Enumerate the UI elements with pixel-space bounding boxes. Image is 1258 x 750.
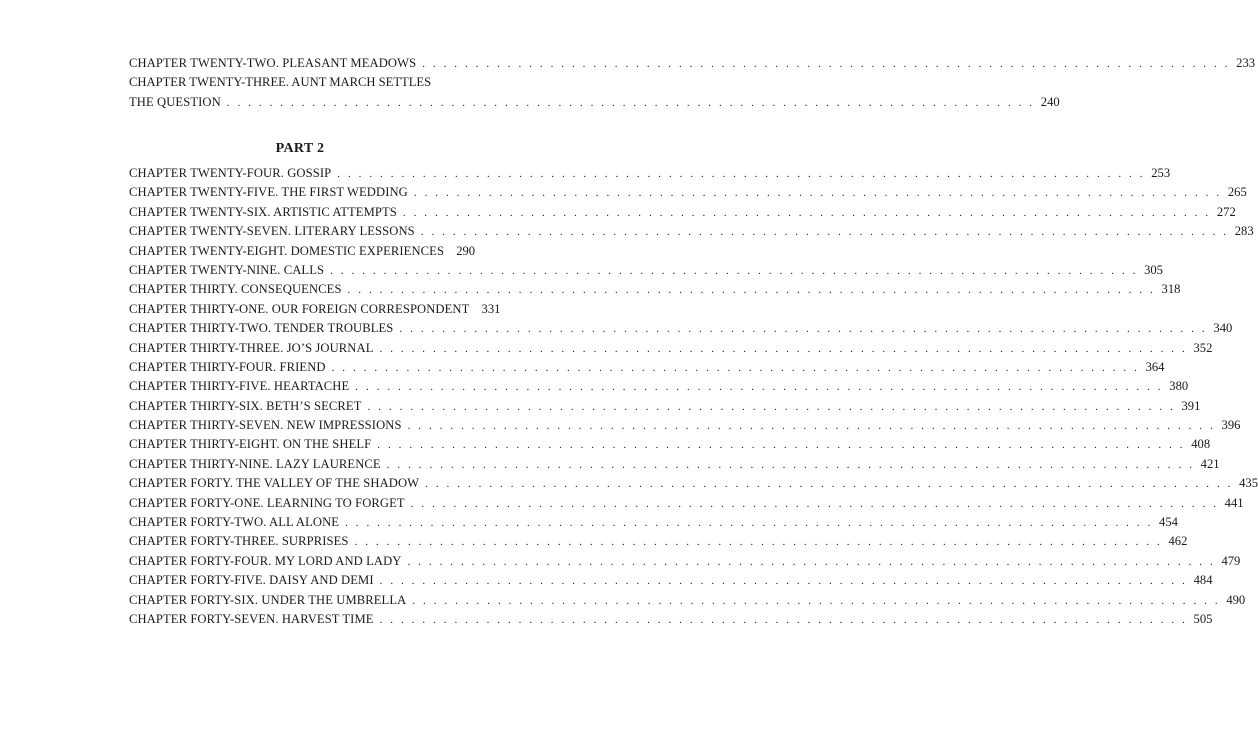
toc-entry[interactable] <box>129 358 1165 377</box>
toc-leader-dots <box>368 398 1176 417</box>
toc-leader-dots <box>377 436 1185 455</box>
toc-entry-title: CHAPTER FORTY-FIVE. DAISY AND DEMI <box>129 573 374 588</box>
toc-entry-title: CHAPTER FORTY-THREE. SURPRISES <box>129 534 349 549</box>
toc-leader-dots <box>399 320 1207 339</box>
toc-entry-title: CHAPTER FORTY-ONE. LEARNING TO FORGET <box>129 495 405 510</box>
toc-entry-title: CHAPTER THIRTY-FOUR. FRIEND <box>129 359 326 374</box>
toc-leader-dots <box>337 165 1145 184</box>
toc-entry[interactable] <box>129 242 476 261</box>
toc-entry-title: CHAPTER THIRTY-NINE. LAZY LAURENCE <box>129 456 381 471</box>
toc-entry-title: CHAPTER THIRTY-EIGHT. ON THE SHELF <box>129 437 372 452</box>
toc-entry-title: CHAPTER TWENTY-FOUR. GOSSIP <box>129 166 332 180</box>
toc-entry-title: CHAPTER THIRTY-TWO. TENDER TROUBLES <box>129 321 394 336</box>
toc-entry-page: 253 <box>1151 166 1171 180</box>
part-heading: PART 2 <box>275 141 325 156</box>
toc-leader-dots <box>414 184 1222 203</box>
toc-entry-page: 283 <box>1234 224 1254 239</box>
toc-entry-page: 435 <box>1239 476 1258 491</box>
toc-leader-dots <box>412 592 1220 611</box>
toc-entry-page: 380 <box>1169 379 1189 394</box>
toc-entry-title: CHAPTER FORTY-FOUR. MY LORD AND LADY <box>129 553 402 568</box>
toc-leader-dots <box>411 495 1219 514</box>
toc-leader-dots <box>380 572 1188 591</box>
toc-part-1-tail <box>129 54 1256 112</box>
toc-entry[interactable] <box>129 300 501 319</box>
toc-leader-dots <box>355 533 1163 552</box>
toc-entry[interactable] <box>129 280 1181 299</box>
toc-entry-page: 352 <box>1193 340 1213 355</box>
toc-entry-title: CHAPTER TWENTY-EIGHT. DOMESTIC EXPERIENCES <box>129 243 445 258</box>
toc-entry-title: CHAPTER FORTY. THE VALLEY OF THE SHADOW <box>129 476 420 491</box>
toc-entry-page: 265 <box>1227 185 1247 200</box>
toc-entry-page: 340 <box>1213 321 1233 336</box>
toc-entry-title: CHAPTER THIRTY-SIX. BETH’S SECRET <box>129 398 362 413</box>
toc-entry-page: 408 <box>1191 437 1211 452</box>
toc-leader-dots <box>403 204 1211 223</box>
toc-entry[interactable] <box>129 54 1256 73</box>
toc-entry[interactable] <box>129 319 1233 338</box>
toc-entry-title: CHAPTER FORTY-TWO. ALL ALONE <box>129 515 340 530</box>
toc-entry-page: 240 <box>1040 94 1060 109</box>
toc-entry-title: CHAPTER TWENTY-FIVE. THE FIRST WEDDING <box>129 185 408 200</box>
toc-entry-title: CHAPTER FORTY-SIX. UNDER THE UMBRELLA <box>129 592 407 607</box>
toc-entry[interactable] <box>129 183 1247 202</box>
toc-leader-dots <box>355 378 1163 397</box>
toc-entry-page: 454 <box>1159 515 1178 530</box>
toc-part-2-list <box>129 164 1258 629</box>
toc-leader-dots <box>380 611 1188 630</box>
toc-entry[interactable] <box>129 435 1211 454</box>
toc-entry[interactable] <box>129 571 1213 590</box>
toc-entry-title: THE QUESTION <box>129 94 221 109</box>
toc-entry-page: 421 <box>1200 456 1220 471</box>
toc-entry[interactable] <box>129 397 1201 416</box>
toc-entry-title: CHAPTER TWENTY-SEVEN. LITERARY LESSONS <box>129 224 415 239</box>
toc-entry[interactable] <box>129 455 1220 474</box>
toc-entry[interactable] <box>129 261 1163 280</box>
toc-entry-page: 290 <box>456 243 476 258</box>
toc-entry-title: CHAPTER THIRTY-SEVEN. NEW IMPRESSIONS <box>129 418 402 433</box>
toc-entry-page: 272 <box>1216 204 1236 219</box>
toc-entry-page: 233 <box>1236 56 1256 70</box>
toc-entry[interactable] <box>129 552 1241 571</box>
toc-entry-page: 462 <box>1168 534 1188 549</box>
toc-entry-page: 484 <box>1193 573 1213 588</box>
toc-leader-dots <box>387 456 1195 475</box>
toc-entry-page: 391 <box>1181 398 1201 413</box>
toc-leader-dots <box>332 359 1140 378</box>
toc-entry[interactable] <box>129 494 1244 513</box>
toc-leader-dots <box>422 55 1230 74</box>
toc-entry-page: 441 <box>1224 495 1244 510</box>
toc-entry[interactable] <box>129 610 1213 629</box>
toc-entry-title: CHAPTER THIRTY-FIVE. HEARTACHE <box>129 379 350 394</box>
toc-entry-title: CHAPTER FORTY-SEVEN. HARVEST TIME <box>129 611 374 626</box>
toc-entry[interactable] <box>129 339 1213 358</box>
toc-entry-page: 479 <box>1221 553 1241 568</box>
toc-entry-title: CHAPTER THIRTY. CONSEQUENCES <box>129 282 342 297</box>
toc-entry-page: 305 <box>1144 262 1163 277</box>
toc-entry-page: 331 <box>481 301 501 316</box>
toc-leader-dots <box>408 417 1216 436</box>
toc-entry[interactable] <box>129 474 1258 493</box>
toc-leader-dots <box>380 340 1188 359</box>
toc-leader-dots <box>421 223 1229 242</box>
toc-entry[interactable] <box>129 203 1236 222</box>
toc-entry[interactable] <box>129 416 1241 435</box>
toc-entry[interactable] <box>129 513 1178 532</box>
toc-leader-dots <box>348 281 1156 300</box>
toc-entry-page: 396 <box>1221 418 1241 433</box>
toc-leader-dots <box>227 94 1035 113</box>
toc-entry[interactable] <box>129 532 1188 551</box>
toc-leader-dots <box>345 514 1153 533</box>
toc-entry[interactable] <box>129 377 1189 396</box>
toc-leader-dots <box>407 553 1215 572</box>
toc-entry-title: CHAPTER THIRTY-ONE. OUR FOREIGN CORRESPONDENT <box>129 301 470 316</box>
toc-entry[interactable] <box>129 164 1171 183</box>
toc-entry[interactable] <box>129 591 1246 610</box>
toc-entry-page: 318 <box>1161 282 1181 297</box>
toc-entry-title: CHAPTER THIRTY-THREE. JO’S JOURNAL <box>129 340 374 355</box>
toc-leader-dots <box>425 475 1233 494</box>
toc-entry-title: CHAPTER TWENTY-SIX. ARTISTIC ATTEMPTS <box>129 204 397 219</box>
toc-entry-page: 364 <box>1145 359 1165 374</box>
toc-entry-page: 490 <box>1226 592 1246 607</box>
toc-leader-dots <box>330 262 1138 281</box>
toc-entry[interactable] <box>129 73 1060 112</box>
toc-entry-title: CHAPTER TWENTY-NINE. CALLS <box>129 262 325 277</box>
toc-entry-title-line1: CHAPTER TWENTY-THREE. AUNT MARCH SETTLES <box>129 75 432 90</box>
toc-entry[interactable] <box>129 222 1254 241</box>
toc-entry-page: 505 <box>1193 611 1213 626</box>
toc-entry-title: CHAPTER TWENTY-TWO. PLEASANT MEADOWS <box>129 56 417 70</box>
